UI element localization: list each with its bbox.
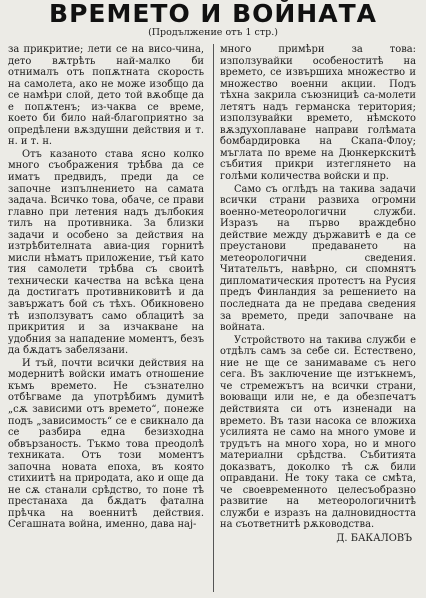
paragraph: Отъ казаното става ясно колко много съображения трѣбва да се иматъ предвидъ, преди да се започне изпълнението на самата задача. Всичко това, обаче, се прави главно при летения надъ дълбокия тилъ на противника. За близки задачи и особено за действия на изтрѣбителната авиа-ция горнитѣ мисли нѣматъ приложение, тъй като тия самолети трѣбва съ своитѣ технически качества на всѣка цена да достигатъ противниковитѣ и да завържатъ бой съ тѣхъ. Обикновено тѣ използуватъ само облацитѣ за прикрития и за изчакване на удобния за нападение моментъ, безъ да бѫдатъ забелязани.: [8, 148, 204, 357]
right-column: [220, 44, 416, 594]
column-divider: [213, 44, 214, 592]
paragraph: И тъй, почти всички действия на модернитѣ войски иматъ отношение къмъ времето. Не съзнателно отбѣгваме да употрѣбимъ думитѣ „сѫ зависими отъ времето“, понеже подъ „зависимость“ се е свикнало да се разбира една безизходна обвързаность. Тъкмо това преодолѣ техниката. Отъ този моментъ започна новата епоха, въ която стихиитѣ на природата, ако и още да не сѫ станали срѣдство, то поне тѣ престанаха да бѫдатъ фатална прѣчка на военнитѣ действия. Сегашната война, именно, дава нај-: [8, 357, 204, 531]
paragraph: много примѣри за това: използувайки особеноститѣ на времето, се извършиха множество и множество военни акции. Подъ тѣхна закрила съюзнициѣ са-молети летятъ надъ германска територия; използувайки времето, нѣмското вѫздухоплаване направи голѣмата бомбардировка на Скапа-Флоу; мъглата по време на Дюнкеркскитѣ събития прикри изтеглянето на голѣми количества войски и пр.: [220, 44, 416, 183]
article-title: ВРЕМЕТО И ВОЙНАТА: [49, 0, 377, 28]
author-signature: Д. БАКАЛОВЪ: [336, 532, 412, 544]
article-subtitle: (Продължение отъ 1 стр.): [148, 27, 278, 38]
paragraph: Само съ оглѣдъ на такива задачи всички страни развиха огромни военно-метеорологични служби. Изразъ на първо враждебно действие между държавитѣ е да се преустанови предаването на метеорологични сведения. Читательтъ, навѣрно, си спомнятъ дипломатическия протестъ на Русия предъ Финландия за решението на последната да не предава сведения за времето, преди започване на войната.: [220, 183, 416, 334]
paragraph: за прикритие; лети се на висо-чина, дето вѫтрѣть най-малко би отнималъ отъ попѫтната скорость на самолета, ако не може изобщо да се намѣри слой, дето той вѫобще да е попѫтенъ; из-чаква се време, което би било най-благоприятно за опредѣлени вѫздушни действия и т. н. и т. н.: [8, 44, 204, 148]
left-column: [8, 44, 204, 594]
paragraph: Устройството на такива служби е отдѣлъ самъ за себе си. Естествено, ние не ще се занимаваме съ него сега. Въ заключение ще изтъкнемъ, че стремежътъ на всички страни, воюващи или не, е да обезпечатъ действията си отъ изненади на времето. Въ тази насока се вложиха усилията не само на много умове и трудътъ на много хора, но и много материални срѣдства. Събитията доказватъ, доколко тѣ сѫ били оправдани. Не току така се смѣта, че своевременното целесъобразно развитие на метеорологичнитѣ служби е изразъ на далновидността на съответнитѣ рѫководства.: [220, 334, 416, 531]
